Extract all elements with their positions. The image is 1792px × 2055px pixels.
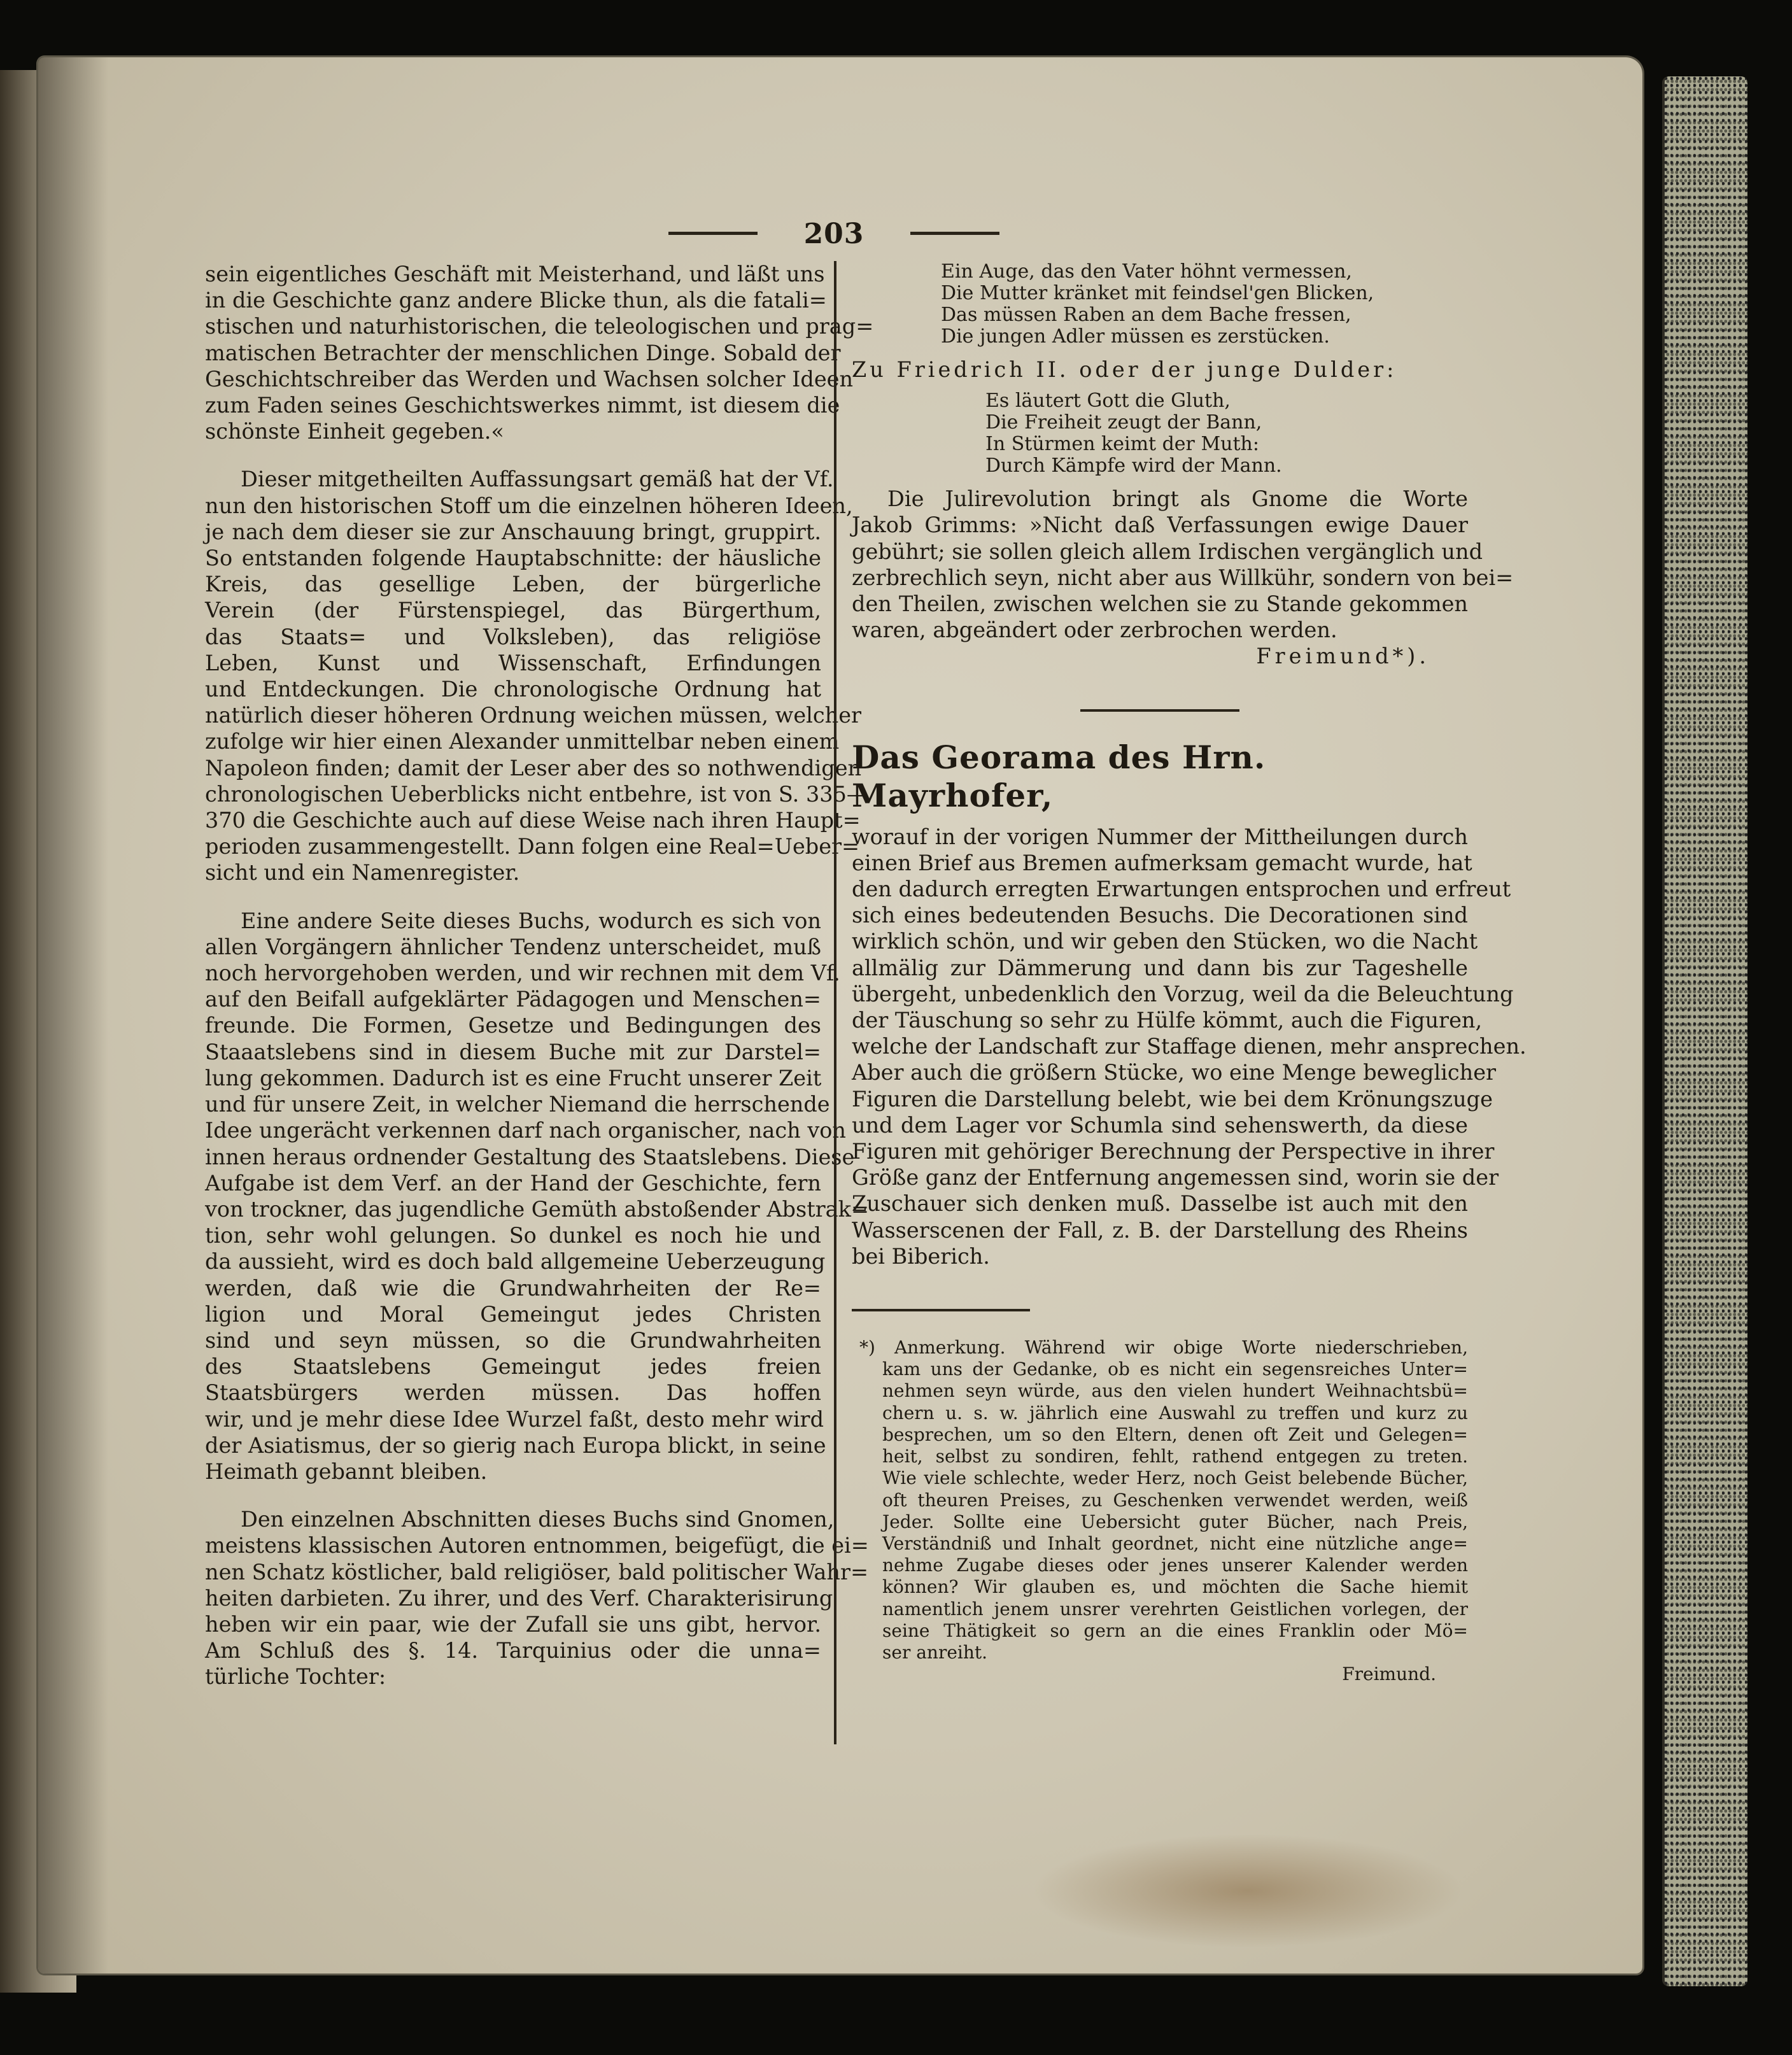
verse-line: Die Freiheit zeugt der Bann, xyxy=(985,411,1262,434)
right-column xyxy=(852,260,1527,1685)
text-line: welche der Landschaft zur Staffage dienen, mehr ansprechen. xyxy=(852,1034,1527,1059)
footnote-line: seine Thätigkeit so gern an die eines Franklin oder Mö= xyxy=(882,1620,1468,1641)
left-paragraph xyxy=(205,261,874,444)
text-line: innen heraus ordnender Gestaltung des Staatslebens. Diese xyxy=(205,1144,855,1169)
footnote-line: heit, selbst zu sondiren, fehlt, rathend entgegen zu treten. xyxy=(882,1446,1468,1467)
text-line: zufolge wir hier einen Alexander unmittelbar neben einem xyxy=(205,729,840,754)
text-line: sicht und ein Namenregister. xyxy=(205,860,520,886)
water-stain xyxy=(1031,1833,1464,1948)
text-line: und Entdeckungen. Die chronologische Ordnung hat xyxy=(205,677,821,702)
text-line: So entstanden folgende Hauptabschnitte: der häusliche xyxy=(205,546,821,571)
text-line: Napoleon finden; damit der Leser aber des so nothwendigen xyxy=(205,755,862,780)
julirevolution-paragraph xyxy=(852,486,1514,643)
footnote-line: nehmen seyn würde, aus den vielen hundert Weihnachtsbü= xyxy=(882,1380,1468,1402)
verse-line: Ein Auge, das den Vater höhnt vermessen, xyxy=(941,260,1352,283)
text-line: allen Vorgängern ähnlicher Tendenz unterscheidet, muß xyxy=(205,934,821,959)
footnote-line: Verständniß und Inhalt geordnet, nicht eine nützliche ange= xyxy=(882,1532,1468,1554)
text-line: meistens klassischen Autoren entnommen, beigefügt, die ei= xyxy=(205,1533,869,1558)
text-line: je nach dem dieser sie zur Anschauung bringt, gruppirt. xyxy=(205,519,821,544)
text-line: sein eigentliches Geschäft mit Meisterhand, und läßt uns xyxy=(205,262,825,286)
verse-friedrich xyxy=(852,390,1468,477)
footnote-line: chern u. s. w. jährlich eine Auswahl zu treffen und kurz zu xyxy=(882,1402,1468,1423)
footnote-line: oft theuren Preises, zu Geschenken verwendet werden, weiß xyxy=(882,1489,1468,1511)
text-line: das Staats= und Volksleben), das religiöse xyxy=(205,624,821,649)
article-body xyxy=(852,824,1527,1269)
text-line: Aufgabe ist dem Verf. an der Hand der Geschichte, fern xyxy=(205,1170,821,1196)
text-line: und für unsere Zeit, in welcher Niemand die herrschende xyxy=(205,1092,830,1117)
text-line: chronologischen Ueberblicks nicht entbehre, ist von S. 335— xyxy=(205,781,868,807)
page-header xyxy=(668,215,999,253)
footnote-line: kam uns der Gedanke, ob es nicht ein segensreiches Unter= xyxy=(882,1359,1468,1380)
signature-freimund: Freimund*). xyxy=(1256,644,1430,669)
text-line: lung gekommen. Dadurch ist es eine Frucht unserer Zeit xyxy=(205,1065,822,1091)
left-paragraph xyxy=(205,466,868,886)
text-line: den dadurch erregten Erwartungen entsprochen und erfreut xyxy=(852,877,1511,902)
text-line: perioden zusammengestellt. Dann folgen eine Real=Ueber= xyxy=(205,834,860,859)
text-line: wir, und je mehr diese Idee Wurzel faßt, desto mehr wird xyxy=(205,1406,824,1432)
text-line: zum Faden seines Geschichtswerkes nimmt, ist diesem die xyxy=(205,393,840,418)
footnote-line: Wie viele schlechte, weder Herz, noch Geist belebende Bücher, xyxy=(882,1467,1468,1489)
text-line: Jakob Grimms: »Nicht daß Verfassungen ewige Dauer xyxy=(852,512,1468,538)
footnote-rule xyxy=(852,1309,1030,1311)
left-column xyxy=(205,261,874,1690)
text-line: Eine andere Seite dieses Buchs, wodurch es sich von xyxy=(241,908,821,933)
text-line: freunde. Die Formen, Gesetze und Bedingungen des xyxy=(205,1013,821,1038)
header-rule-left xyxy=(668,232,758,235)
text-line: da aussieht, wird es doch bald allgemeine Ueberzeugung xyxy=(205,1249,826,1275)
text-line: der Täuschung so sehr zu Hülfe kömmt, auch die Figuren, xyxy=(852,1008,1483,1033)
verse-line: Die Mutter kränket mit feindsel'gen Blicken, xyxy=(941,282,1374,304)
text-line: einen Brief aus Bremen aufmerksam gemacht wurde, hat xyxy=(852,850,1472,875)
text-line: allmälig zur Dämmerung und dann bis zur Tageshelle xyxy=(852,955,1468,980)
verse-line: Das müssen Raben an dem Bache fressen, xyxy=(941,304,1351,326)
footnote-line: Jeder. Sollte eine Uebersicht guter Bücher, nach Preis, xyxy=(882,1511,1468,1532)
text-line: Dieser mitgetheilten Auffassungsart gemäß hat der Vf. xyxy=(241,467,834,492)
text-line: Aber auch die größern Stücke, wo eine Menge beweglicher xyxy=(852,1060,1497,1085)
text-line: sind und seyn müssen, so die Grundwahrheiten xyxy=(205,1327,821,1353)
text-line: Wasserscenen der Fall, z. B. der Darstellung des Rheins xyxy=(852,1217,1468,1243)
verse-line: Die jungen Adler müssen es zerstücken. xyxy=(941,325,1330,348)
footnote-line: *) Anmerkung. Während wir obige Worte niederschrieben, xyxy=(859,1337,1468,1359)
text-line: stischen und naturhistorischen, die teleologischen und prag= xyxy=(205,314,874,339)
text-line: ligion und Moral Gemeingut jedes Christen xyxy=(205,1301,821,1327)
text-line: Größe ganz der Entfernung angemessen sind, worin sie der xyxy=(852,1165,1499,1190)
text-line: Zuschauer sich denken muß. Dasselbe ist auch mit den xyxy=(852,1191,1468,1217)
text-line: in die Geschichte ganz andere Blicke thun, als die fatali= xyxy=(205,288,827,313)
paragraph-gap xyxy=(205,444,821,466)
text-line: von trockner, das jugendliche Gemüth abstoßender Abstrak= xyxy=(205,1196,870,1222)
text-line: Idee ungerächt verkennen darf nach organischer, nach von xyxy=(205,1118,847,1143)
text-line: 370 die Geschichte auch auf diese Weise nach ihren Haupt= xyxy=(205,808,861,833)
header-rule-right xyxy=(910,232,999,235)
text-line: Den einzelnen Abschnitten dieses Buchs sind Gnomen, xyxy=(241,1507,835,1532)
text-line: Staaatslebens sind in diesem Buche mit zur Darstel= xyxy=(205,1039,821,1064)
text-line: wirklich schön, und wir geben den Stücken, wo die Nacht xyxy=(852,929,1478,954)
article-title: Das Georama des Hrn. Mayrhofer, xyxy=(852,738,1266,814)
verse-line: Es läutert Gott die Gluth, xyxy=(985,390,1231,413)
verse-tarquinius xyxy=(852,261,1468,348)
text-line: nen Schatz köstlicher, bald religiöser, bald politischer Wahr= xyxy=(205,1559,869,1585)
footnote-line: können? Wir glauben es, und möchten die Sache hiemit xyxy=(882,1576,1468,1598)
text-line: Kreis, das gesellige Leben, der bürgerliche xyxy=(205,572,821,597)
text-line: Staatsbürgers werden müssen. Das hoffen xyxy=(205,1380,821,1406)
text-line: schönste Einheit gegeben.« xyxy=(205,419,504,444)
text-line: waren, abgeändert oder zerbrochen werden. xyxy=(852,618,1337,643)
text-line: tion, sehr wohl gelungen. So dunkel es noch hie und xyxy=(205,1223,821,1248)
text-line: Die Julirevolution bringt als Gnome die Worte xyxy=(887,486,1468,512)
text-line: natürlich dieser höheren Ordnung weichen müssen, welcher xyxy=(205,703,862,728)
verse-line: In Stürmen keimt der Muth: xyxy=(985,433,1259,456)
text-line: Figuren mit gehöriger Berechnung der Perspective in ihrer xyxy=(852,1139,1495,1164)
text-line: sich eines bedeutenden Besuchs. Die Decorationen sind xyxy=(852,903,1468,928)
text-line: Am Schluß des §. 14. Tarquinius oder die unna= xyxy=(205,1638,821,1663)
text-line: und dem Lager vor Schumla sind sehenswerth, da diese xyxy=(852,1112,1468,1138)
footnote-signature: Freimund. xyxy=(1342,1663,1436,1685)
text-line: Figuren die Darstellung belebt, wie bei dem Krönungszuge xyxy=(852,1086,1493,1112)
paragraph-gap xyxy=(205,886,821,908)
text-line: Heimath gebannt bleiben. xyxy=(205,1458,488,1484)
text-line: der Asiatismus, der so gierig nach Europa blickt, in seine xyxy=(205,1432,826,1458)
page-gutter xyxy=(38,57,108,1974)
text-line: gebührt; sie sollen gleich allem Irdischen vergänglich und xyxy=(852,539,1483,564)
section-rule xyxy=(1080,709,1239,712)
text-line: übergeht, unbedenklich den Vorzug, weil da die Beleuchtung xyxy=(852,981,1514,1006)
text-line: des Staatslebens Gemeingut jedes freien xyxy=(205,1354,821,1380)
left-paragraph xyxy=(205,908,870,1485)
text-line: werden, daß wie die Grundwahrheiten der Re= xyxy=(205,1275,821,1301)
text-line: Verein (der Fürstenspiegel, das Bürgerthum, xyxy=(205,598,821,623)
text-line: Geschichtschreiber das Werden und Wachsen solcher Ideen xyxy=(205,366,854,392)
text-line: auf den Beifall aufgeklärter Pädagogen und Menschen= xyxy=(205,987,821,1012)
text-line: zerbrechlich seyn, nicht aber aus Willkühr, sondern von bei= xyxy=(852,565,1514,590)
footnote-line: ser anreiht. xyxy=(882,1641,988,1663)
page-number: 203 xyxy=(803,218,864,250)
footnote-line: nehme Zugabe dieses oder jenes unserer Kalender werden xyxy=(882,1555,1468,1576)
text-line: worauf in der vorigen Nummer der Mittheilungen durch xyxy=(852,824,1468,849)
book-board-edge xyxy=(1662,76,1747,1986)
footnote-line: namentlich jenem unsrer verehrten Geistlichen vorlegen, der xyxy=(882,1598,1468,1620)
text-line: matischen Betrachter der menschlichen Dinge. Sobald der xyxy=(205,340,841,365)
footnote-line: besprechen, um so den Eltern, denen oft Zeit und Gelegen= xyxy=(882,1423,1468,1445)
text-line: nun den historischen Stoff um die einzelnen höheren Ideen, xyxy=(205,493,853,518)
text-line: noch hervorgehoben werden, und wir rechnen mit dem Vf. xyxy=(205,961,840,986)
left-paragraph xyxy=(205,1506,869,1690)
text-line: Leben, Kunst und Wissenschaft, Erfindungen xyxy=(205,650,821,675)
column-divider xyxy=(834,261,836,1744)
paragraph-gap xyxy=(205,1485,821,1506)
text-line: bei Biberich. xyxy=(852,1243,990,1269)
text-line: den Theilen, zwischen welchen sie zu Stande gekommen xyxy=(852,591,1468,617)
verse-subheading: Zu Friedrich II. oder der junge Dulder: xyxy=(852,357,1397,382)
text-line: heiten darbieten. Zu ihrer, und des Verf. Charakterisirung xyxy=(205,1585,833,1611)
verse-line: Durch Kämpfe wird der Mann. xyxy=(985,455,1282,477)
footnote xyxy=(852,1337,1468,1663)
text-line: türliche Tochter: xyxy=(205,1664,386,1690)
text-line: heben wir ein paar, wie der Zufall sie uns gibt, hervor. xyxy=(205,1611,821,1637)
